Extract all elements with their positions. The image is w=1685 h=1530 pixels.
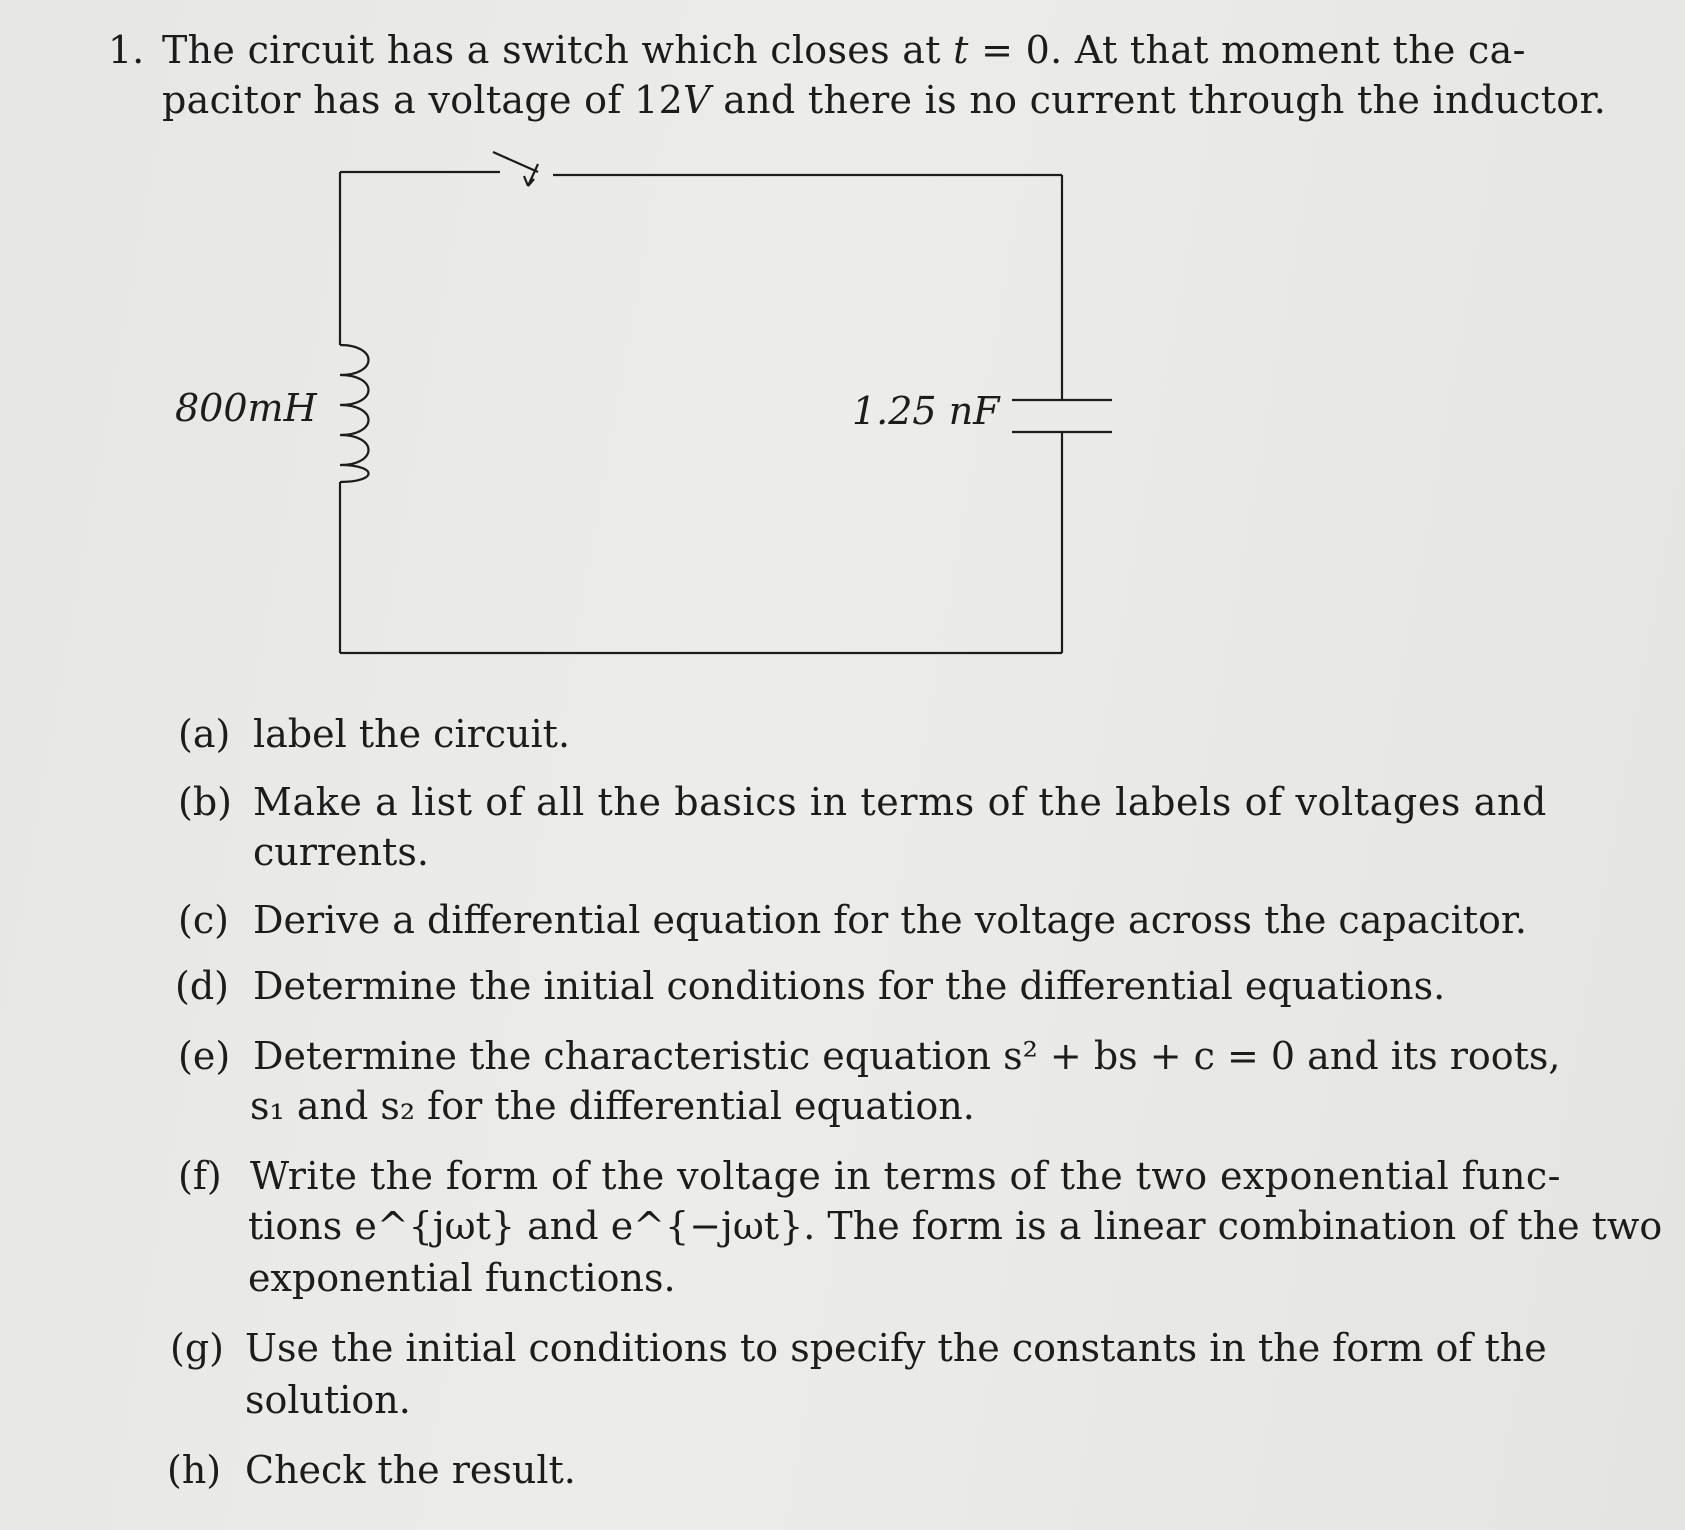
part-g-label: (g) [170,1326,224,1370]
part-f-label: (f) [178,1154,222,1198]
problem-line-2: pacitor has a voltage of 12V and there is no current through the inductor. [162,78,1607,122]
part-f-text-3: exponential functions. [248,1256,676,1300]
part-g-text-2: solution. [245,1378,411,1422]
part-c-text: Derive a differential equation for the voltage across the capacitor. [253,898,1528,942]
problem-number: 1. [108,28,145,72]
part-d-label: (d) [175,964,229,1008]
part-e-text-1: Determine the characteristic equation s² + bs + c = 0 and its roots, [253,1034,1561,1078]
part-b-text-1: Make a list of all the basics in terms of the labels of voltages and [253,780,1547,824]
part-d-text: Determine the initial conditions for the differential equations. [253,964,1446,1008]
inductor-label: 800mH [175,386,317,430]
problem-line-1: The circuit has a switch which closes at t = 0. At that moment the ca- [162,28,1526,72]
part-e-text-2: s₁ and s₂ for the differential equation. [250,1084,975,1128]
switch-icon [493,152,538,186]
lc-circuit-diagram [0,0,1685,700]
capacitor-label: 1.25 nF [852,389,1000,433]
part-c-label: (c) [178,898,229,942]
part-f-text-2: tions e^{jωt} and e^{−jωt}. The form is a linear combination of the two [248,1204,1663,1248]
part-f-text-1: Write the form of the voltage in terms of the two exponential func- [250,1154,1561,1198]
part-b-label: (b) [178,780,232,824]
part-g-text-1: Use the initial conditions to specify the constants in the form of the [245,1326,1547,1370]
part-a-text: label the circuit. [253,712,571,756]
part-h-label: (h) [167,1448,222,1492]
inductor-coil-icon [340,345,369,482]
part-h-text: Check the result. [245,1448,576,1492]
part-a-label: (a) [178,712,231,756]
part-b-text-2: currents. [253,830,429,874]
part-e-label: (e) [178,1034,231,1078]
